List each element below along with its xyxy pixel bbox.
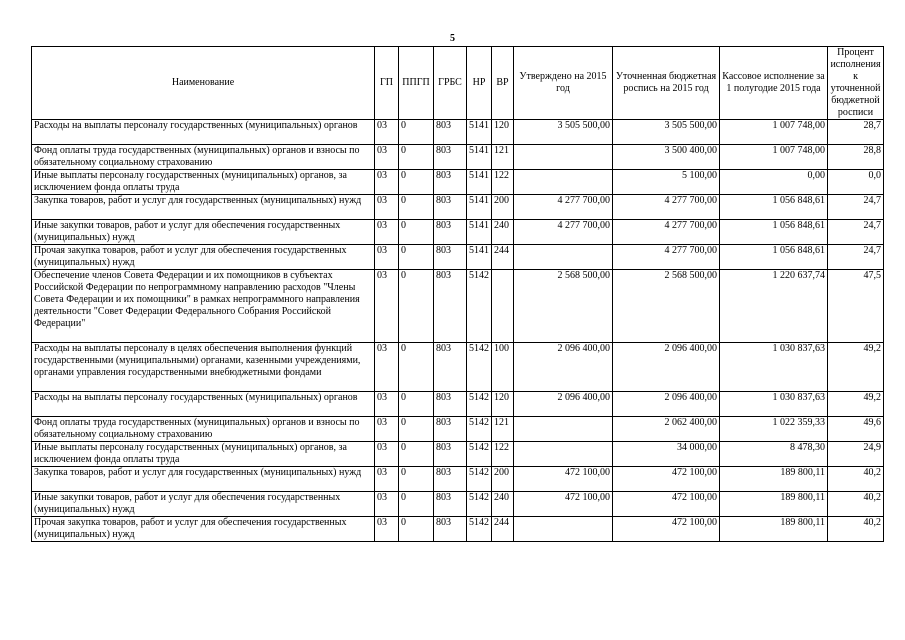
row-grbs: 803 bbox=[434, 492, 467, 517]
row-percent: 40,2 bbox=[828, 517, 884, 542]
row-approved bbox=[514, 245, 613, 270]
row-cash: 1 022 359,33 bbox=[720, 417, 828, 442]
row-np: 5141 bbox=[467, 170, 492, 195]
header-approved: Утверждено на 2015 год bbox=[514, 47, 613, 120]
row-cash: 1 030 837,63 bbox=[720, 392, 828, 417]
row-name: Расходы на выплаты персоналу государственных (муниципальных) органов bbox=[32, 120, 375, 145]
row-np: 5141 bbox=[467, 220, 492, 245]
row-approved: 2 096 400,00 bbox=[514, 343, 613, 392]
row-gp: 03 bbox=[375, 492, 399, 517]
row-grbs: 803 bbox=[434, 392, 467, 417]
row-approved: 4 277 700,00 bbox=[514, 195, 613, 220]
row-refined: 4 277 700,00 bbox=[613, 195, 720, 220]
row-ppgp: 0 bbox=[399, 417, 434, 442]
header-name: Наименование bbox=[32, 47, 375, 120]
budget-execution-table bbox=[31, 46, 884, 542]
row-percent: 24,7 bbox=[828, 245, 884, 270]
row-vr: 122 bbox=[492, 170, 514, 195]
row-ppgp: 0 bbox=[399, 270, 434, 343]
header-cash: Кассовое исполнение за 1 полугодие 2015 года bbox=[720, 47, 828, 120]
table-row bbox=[32, 467, 884, 492]
row-grbs: 803 bbox=[434, 170, 467, 195]
row-refined: 2 062 400,00 bbox=[613, 417, 720, 442]
row-ppgp: 0 bbox=[399, 467, 434, 492]
row-gp: 03 bbox=[375, 467, 399, 492]
row-approved bbox=[514, 170, 613, 195]
row-gp: 03 bbox=[375, 417, 399, 442]
row-grbs: 803 bbox=[434, 343, 467, 392]
row-refined: 2 096 400,00 bbox=[613, 392, 720, 417]
row-gp: 03 bbox=[375, 145, 399, 170]
row-name: Иные выплаты персоналу государственных (муниципальных) органов, за исключением фонда оплаты труда bbox=[32, 170, 375, 195]
row-refined: 2 096 400,00 bbox=[613, 343, 720, 392]
row-approved: 2 096 400,00 bbox=[514, 392, 613, 417]
table-row bbox=[32, 195, 884, 220]
row-cash: 1 220 637,74 bbox=[720, 270, 828, 343]
row-name: Фонд оплаты труда государственных (муниципальных) органов и взносы по обязательному социальному страхованию bbox=[32, 417, 375, 442]
row-percent: 47,5 bbox=[828, 270, 884, 343]
row-refined: 472 100,00 bbox=[613, 492, 720, 517]
row-cash: 1 030 837,63 bbox=[720, 343, 828, 392]
row-vr: 244 bbox=[492, 245, 514, 270]
row-gp: 03 bbox=[375, 195, 399, 220]
row-ppgp: 0 bbox=[399, 170, 434, 195]
row-cash: 8 478,30 bbox=[720, 442, 828, 467]
row-cash: 1 056 848,61 bbox=[720, 245, 828, 270]
row-vr: 122 bbox=[492, 442, 514, 467]
row-ppgp: 0 bbox=[399, 195, 434, 220]
table-row bbox=[32, 343, 884, 392]
row-percent: 40,2 bbox=[828, 492, 884, 517]
table-row bbox=[32, 220, 884, 245]
row-gp: 03 bbox=[375, 270, 399, 343]
row-approved: 3 505 500,00 bbox=[514, 120, 613, 145]
row-grbs: 803 bbox=[434, 120, 467, 145]
row-percent: 28,8 bbox=[828, 145, 884, 170]
row-cash: 1 056 848,61 bbox=[720, 195, 828, 220]
row-gp: 03 bbox=[375, 442, 399, 467]
row-ppgp: 0 bbox=[399, 120, 434, 145]
row-gp: 03 bbox=[375, 120, 399, 145]
row-grbs: 803 bbox=[434, 517, 467, 542]
table-row bbox=[32, 170, 884, 195]
row-gp: 03 bbox=[375, 343, 399, 392]
row-cash: 1 007 748,00 bbox=[720, 120, 828, 145]
row-percent: 24,9 bbox=[828, 442, 884, 467]
table-row bbox=[32, 392, 884, 417]
row-gp: 03 bbox=[375, 170, 399, 195]
table-row bbox=[32, 517, 884, 542]
row-ppgp: 0 bbox=[399, 392, 434, 417]
row-approved bbox=[514, 145, 613, 170]
row-np: 5142 bbox=[467, 467, 492, 492]
row-np: 5141 bbox=[467, 195, 492, 220]
table-row bbox=[32, 145, 884, 170]
header-grbs: ГРБС bbox=[434, 47, 467, 120]
row-ppgp: 0 bbox=[399, 517, 434, 542]
row-np: 5141 bbox=[467, 145, 492, 170]
row-name: Расходы на выплаты персоналу в целях обеспечения выполнения функций государственными (муниципальными) органами, казенными учреждениями, органами управления государственными внебюджетными фондами bbox=[32, 343, 375, 392]
table-row bbox=[32, 245, 884, 270]
table-row bbox=[32, 270, 884, 343]
row-np: 5142 bbox=[467, 492, 492, 517]
row-name: Обеспечение членов Совета Федерации и их помощников в субъектах Российской Федерации по непрограммному направлению расходов "Члены Совета Федерации и их помощники" в рамках непрограммного направления деятельности "Совет Федерации Федерального Собрания Российской Федерации" bbox=[32, 270, 375, 343]
row-np: 5142 bbox=[467, 442, 492, 467]
row-cash: 189 800,11 bbox=[720, 467, 828, 492]
row-name: Закупка товаров, работ и услуг для государственных (муниципальных) нужд bbox=[32, 195, 375, 220]
row-refined: 3 505 500,00 bbox=[613, 120, 720, 145]
row-percent: 28,7 bbox=[828, 120, 884, 145]
row-name: Фонд оплаты труда государственных (муниципальных) органов и взносы по обязательному социальному страхованию bbox=[32, 145, 375, 170]
row-cash: 1 056 848,61 bbox=[720, 220, 828, 245]
row-refined: 2 568 500,00 bbox=[613, 270, 720, 343]
row-percent: 40,2 bbox=[828, 467, 884, 492]
row-approved: 2 568 500,00 bbox=[514, 270, 613, 343]
row-percent: 24,7 bbox=[828, 220, 884, 245]
row-np: 5141 bbox=[467, 245, 492, 270]
row-percent: 49,2 bbox=[828, 343, 884, 392]
row-refined: 3 500 400,00 bbox=[613, 145, 720, 170]
row-ppgp: 0 bbox=[399, 343, 434, 392]
row-refined: 5 100,00 bbox=[613, 170, 720, 195]
header-percent: Процент исполнения к уточненной бюджетной росписи bbox=[828, 47, 884, 120]
row-gp: 03 bbox=[375, 517, 399, 542]
row-np: 5142 bbox=[467, 517, 492, 542]
row-approved: 472 100,00 bbox=[514, 467, 613, 492]
row-percent: 49,2 bbox=[828, 392, 884, 417]
row-percent: 49,6 bbox=[828, 417, 884, 442]
row-vr: 200 bbox=[492, 467, 514, 492]
row-name: Расходы на выплаты персоналу государственных (муниципальных) органов bbox=[32, 392, 375, 417]
row-vr: 240 bbox=[492, 492, 514, 517]
row-grbs: 803 bbox=[434, 195, 467, 220]
row-name: Закупка товаров, работ и услуг для государственных (муниципальных) нужд bbox=[32, 467, 375, 492]
header-refined: Уточненная бюджетная роспись на 2015 год bbox=[613, 47, 720, 120]
row-ppgp: 0 bbox=[399, 145, 434, 170]
row-gp: 03 bbox=[375, 245, 399, 270]
row-approved: 4 277 700,00 bbox=[514, 220, 613, 245]
row-name: Иные закупки товаров, работ и услуг для обеспечения государственных (муниципальных) нужд bbox=[32, 492, 375, 517]
row-percent: 24,7 bbox=[828, 195, 884, 220]
row-vr bbox=[492, 270, 514, 343]
row-grbs: 803 bbox=[434, 245, 467, 270]
row-grbs: 803 bbox=[434, 145, 467, 170]
row-np: 5142 bbox=[467, 270, 492, 343]
row-approved bbox=[514, 517, 613, 542]
header-ppgp: ППГП bbox=[399, 47, 434, 120]
row-ppgp: 0 bbox=[399, 245, 434, 270]
row-name: Иные закупки товаров, работ и услуг для обеспечения государственных (муниципальных) нужд bbox=[32, 220, 375, 245]
table-row bbox=[32, 120, 884, 145]
row-vr: 120 bbox=[492, 120, 514, 145]
row-approved bbox=[514, 442, 613, 467]
row-approved bbox=[514, 417, 613, 442]
row-gp: 03 bbox=[375, 220, 399, 245]
header-row bbox=[32, 47, 884, 120]
header-vr: ВР bbox=[492, 47, 514, 120]
row-np: 5141 bbox=[467, 120, 492, 145]
row-vr: 120 bbox=[492, 392, 514, 417]
row-refined: 4 277 700,00 bbox=[613, 220, 720, 245]
row-grbs: 803 bbox=[434, 467, 467, 492]
header-gp: ГП bbox=[375, 47, 399, 120]
table-row bbox=[32, 492, 884, 517]
row-vr: 100 bbox=[492, 343, 514, 392]
row-ppgp: 0 bbox=[399, 220, 434, 245]
row-vr: 240 bbox=[492, 220, 514, 245]
row-grbs: 803 bbox=[434, 417, 467, 442]
row-refined: 34 000,00 bbox=[613, 442, 720, 467]
row-percent: 0,0 bbox=[828, 170, 884, 195]
row-cash: 189 800,11 bbox=[720, 492, 828, 517]
row-approved: 472 100,00 bbox=[514, 492, 613, 517]
table-row bbox=[32, 417, 884, 442]
row-np: 5142 bbox=[467, 392, 492, 417]
page-number: 5 bbox=[450, 33, 455, 44]
row-gp: 03 bbox=[375, 392, 399, 417]
row-name: Прочая закупка товаров, работ и услуг для обеспечения государственных (муниципальных) нужд bbox=[32, 245, 375, 270]
row-ppgp: 0 bbox=[399, 492, 434, 517]
row-grbs: 803 bbox=[434, 442, 467, 467]
row-grbs: 803 bbox=[434, 270, 467, 343]
row-vr: 121 bbox=[492, 417, 514, 442]
row-name: Иные выплаты персоналу государственных (муниципальных) органов, за исключением фонда оплаты труда bbox=[32, 442, 375, 467]
row-cash: 1 007 748,00 bbox=[720, 145, 828, 170]
row-ppgp: 0 bbox=[399, 442, 434, 467]
row-grbs: 803 bbox=[434, 220, 467, 245]
row-refined: 472 100,00 bbox=[613, 517, 720, 542]
row-np: 5142 bbox=[467, 417, 492, 442]
row-refined: 4 277 700,00 bbox=[613, 245, 720, 270]
table-row bbox=[32, 442, 884, 467]
row-cash: 0,00 bbox=[720, 170, 828, 195]
header-np: НР bbox=[467, 47, 492, 120]
row-refined: 472 100,00 bbox=[613, 467, 720, 492]
row-np: 5142 bbox=[467, 343, 492, 392]
row-name: Прочая закупка товаров, работ и услуг для обеспечения государственных (муниципальных) нужд bbox=[32, 517, 375, 542]
row-vr: 121 bbox=[492, 145, 514, 170]
row-vr: 244 bbox=[492, 517, 514, 542]
row-cash: 189 800,11 bbox=[720, 517, 828, 542]
row-vr: 200 bbox=[492, 195, 514, 220]
